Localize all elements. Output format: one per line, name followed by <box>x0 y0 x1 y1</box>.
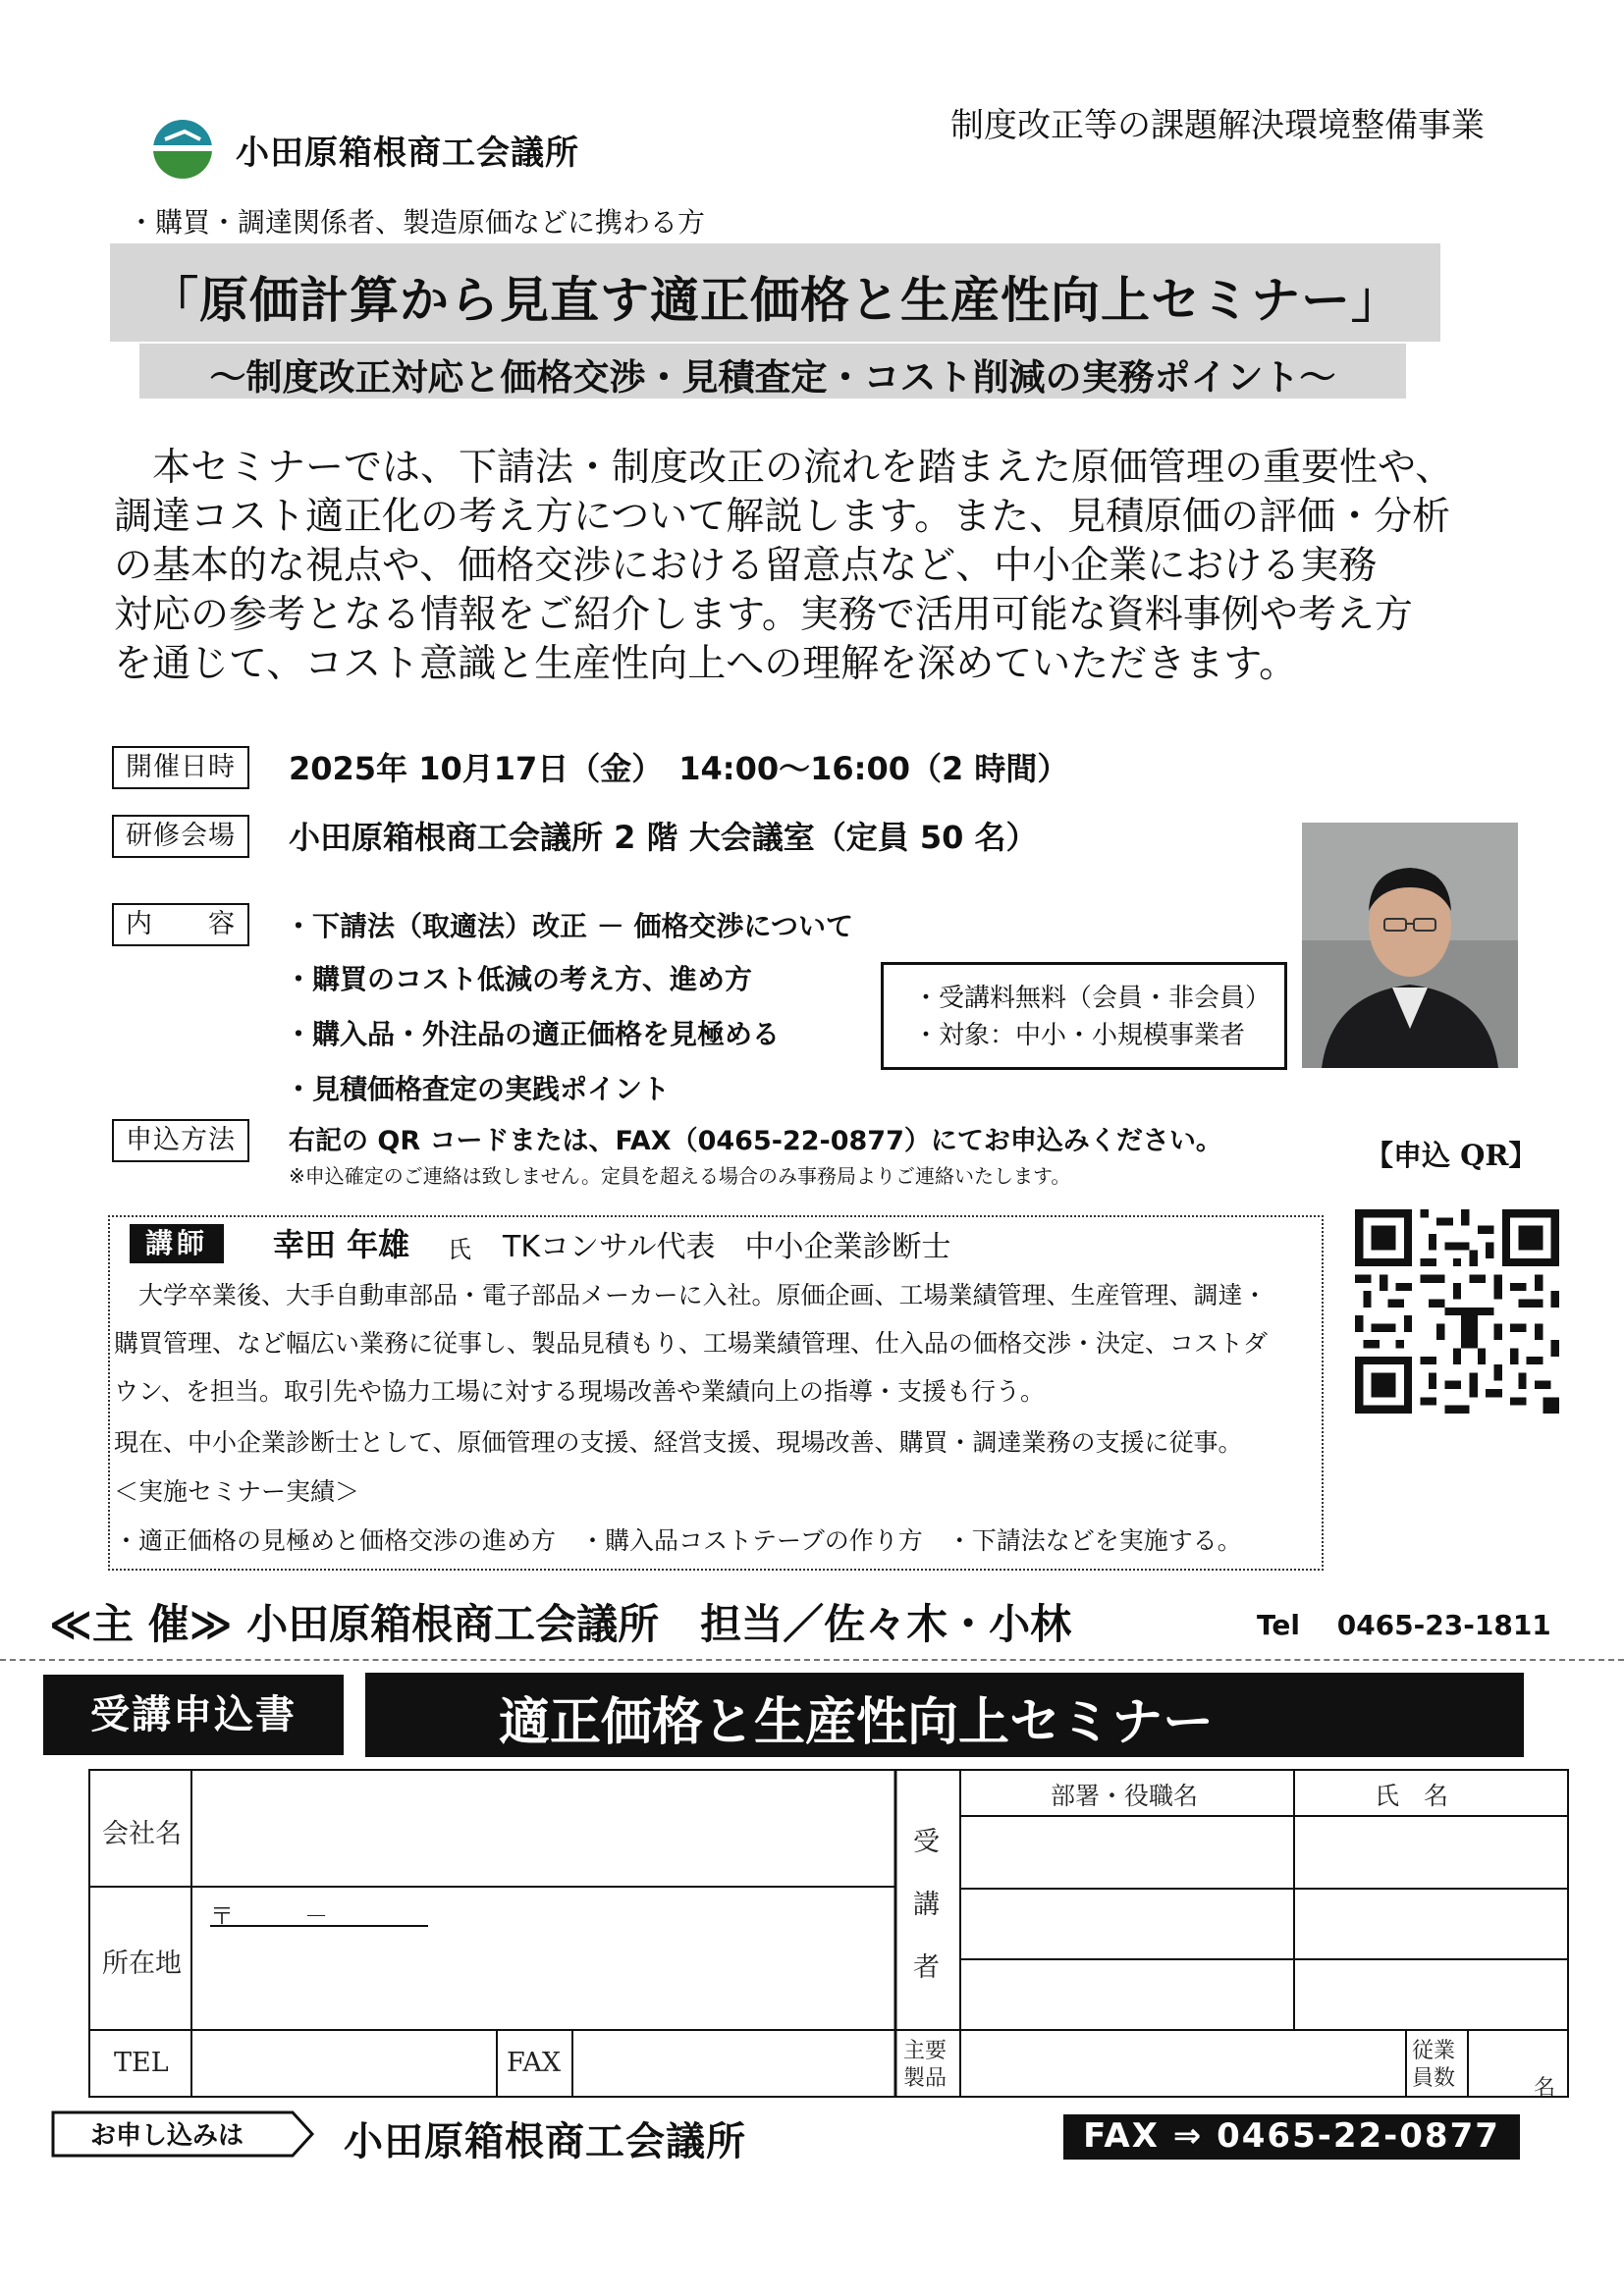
employees-input[interactable] <box>1470 2032 1529 2095</box>
product-label: 製品 <box>903 2066 947 2091</box>
lecturer-tag: 講師 <box>130 1224 224 1263</box>
intro-line: の基本的な視点や、価格交渉における留意点など、中小企業における実務 <box>114 544 1378 588</box>
dept-input-1[interactable] <box>962 1818 1292 1887</box>
bio-line: ＜実施セミナー実績＞ <box>114 1477 360 1506</box>
name-input-2[interactable] <box>1296 1891 1567 1957</box>
fax-label: FAX <box>507 2048 562 2078</box>
program-name: 制度改正等の課題解決環境整備事業 <box>950 106 1485 145</box>
product-label: 主要 <box>903 2039 947 2063</box>
intro-line: 本セミナーでは、下請法・制度改正の流れを踏まえた原価管理の重要性や、 <box>114 446 1454 490</box>
intro-line: 対応の参考となる情報をご紹介します。実務で活用可能な資料事例や考え方 <box>114 593 1413 637</box>
lecturer-name: 幸田 年雄 <box>273 1226 410 1263</box>
lecturer-portrait-icon <box>1302 823 1518 1068</box>
attendee-char: 者 <box>913 1952 940 1983</box>
application-seminar-title: 適正価格と生産性向上セミナー <box>498 1693 1214 1752</box>
company-label: 会社名 <box>102 1819 182 1849</box>
company-input[interactable] <box>194 1779 890 1881</box>
target-audience: ・購買・調達関係者、製造原価などに携わる方 <box>128 206 706 239</box>
lecturer-title: TKコンサル代表 中小企業診断士 <box>503 1230 951 1264</box>
apply-to-label: お申し込みは <box>90 2121 244 2151</box>
venue-label: 研修会場 <box>112 815 249 858</box>
bio-line: 大学卒業後、大手自動車部品・電子部品メーカーに入社。原価企画、工場業績管理、生産管理、調達・ <box>114 1281 1268 1309</box>
target-text: ・対象：中小・小規模事業者 <box>913 1021 1246 1050</box>
name-label: 氏 名 <box>1375 1782 1449 1810</box>
employees-unit: 名 <box>1534 2076 1556 2101</box>
seminar-subtitle: ～制度改正対応と価格交渉・見積査定・コスト削減の実務ポイント～ <box>209 356 1336 399</box>
lecturer-honorific: 氏 <box>448 1236 471 1263</box>
tel-label: TEL <box>114 2048 169 2078</box>
intro-line: 調達コスト適正化の考え方について解説します。また、見積原価の評価・分析 <box>114 495 1451 539</box>
cut-line <box>0 1659 1624 1661</box>
name-input-1[interactable] <box>1296 1818 1567 1887</box>
fax-input[interactable] <box>575 2032 890 2095</box>
venue-value: 小田原箱根商工会議所 2 階 大会議室（定員 50 名） <box>289 819 1038 856</box>
content-item: ・下請法（取適法）改正 － 価格交渉について <box>285 910 853 942</box>
postal-mark: 〒 － <box>210 1902 328 1930</box>
attendee-char: 受 <box>913 1827 940 1857</box>
bio-line: ウン、を担当。取引先や協力工場に対する現場改善や業績向上の指導・支援も行う。 <box>114 1377 1046 1406</box>
org-name: 小田原箱根商工会議所 <box>236 133 579 173</box>
organizer-tel: Tel 0465-23-1811 <box>1257 1609 1551 1641</box>
chamber-logo-icon <box>145 110 220 185</box>
dept-input-2[interactable] <box>962 1891 1292 1957</box>
content-item: ・購入品・外注品の適正価格を見極める <box>285 1018 781 1050</box>
product-input[interactable] <box>962 2032 1404 2095</box>
bio-line: 購買管理、など幅広い業務に従事し、製品見積もり、工場業績管理、仕入品の価格交渉・決定、コストダ <box>114 1329 1269 1358</box>
content-label: 内 容 <box>112 903 249 946</box>
application-tag: 受講申込書 <box>43 1675 344 1755</box>
lecturer-photo <box>1302 823 1518 1068</box>
content-item: ・購買のコスト低減の考え方、進め方 <box>285 963 753 995</box>
dept-input-3[interactable] <box>962 1961 1292 2028</box>
apply-method-value: 右記の QR コードまたは、FAX（0465-22-0877）にてお申込みください。 <box>289 1126 1222 1156</box>
intro-paragraph <box>114 444 1567 689</box>
apply-method-label: 申込方法 <box>112 1119 249 1162</box>
bio-line: ・適正価格の見極めと価格交渉の進め方 ・購入品コストテーブの作り方 ・下請法などを実施する。 <box>114 1526 1242 1555</box>
apply-to-org: 小田原箱根商工会議所 <box>344 2119 746 2164</box>
name-input-3[interactable] <box>1296 1961 1567 2028</box>
date-label: 開催日時 <box>112 746 249 789</box>
address-label: 所在地 <box>102 1949 182 1979</box>
address-input[interactable] <box>194 1940 890 2022</box>
fee-text: ・受講料無料（会員・非会員） <box>913 984 1272 1013</box>
employees-label: 員数 <box>1412 2066 1456 2091</box>
attendee-char: 講 <box>913 1890 940 1920</box>
intro-line: を通じて、コスト意識と生産性向上への理解を深めていただきます。 <box>114 642 1298 686</box>
tel-input[interactable] <box>194 2032 489 2095</box>
content-item: ・見積価格査定の実践ポイント <box>285 1073 671 1105</box>
fax-number: FAX ⇒ 0465-22-0877 <box>1083 2116 1500 2156</box>
dept-label: 部署・役職名 <box>1051 1782 1199 1810</box>
bio-line: 現在、中小企業診断士として、原価管理の支援、経営支援、現場改善、購買・調達業務の支援に従事。 <box>114 1428 1243 1457</box>
apply-note: ※申込確定のご連絡は致しません。定員を超える場合のみ事務局よりご連絡いたします。 <box>289 1164 1071 1188</box>
date-value: 2025年 10月17日（金） 14:00～16:00（2 時間） <box>289 750 1069 787</box>
qr-title: 【申込 QR】 <box>1365 1139 1538 1172</box>
organizer: ≪主 催≫ 小田原箱根商工会議所 担当／佐々木・小林 <box>49 1600 1072 1648</box>
application-qr-code[interactable] <box>1355 1209 1559 1414</box>
seminar-title: 「原価計算から見直す適正価格と生産性向上セミナー」 <box>149 272 1401 329</box>
employees-label: 従業 <box>1412 2039 1456 2063</box>
